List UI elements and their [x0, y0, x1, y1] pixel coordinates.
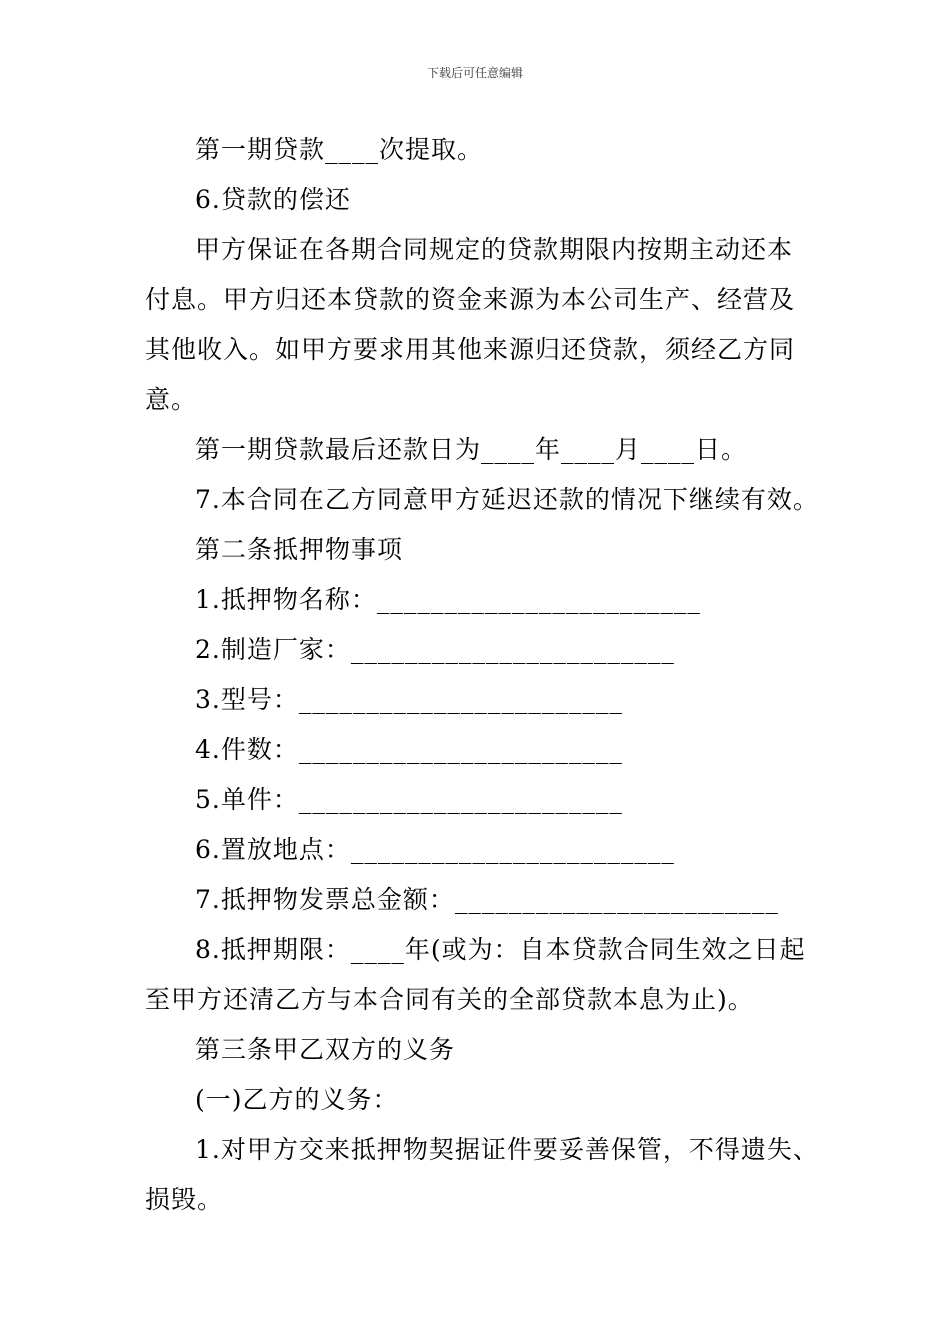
- text-line: 第一期贷款最后还款日为____年____月____日。: [195, 435, 748, 464]
- text-line: 甲方保证在各期合同规定的贷款期限内按期主动还本: [195, 235, 794, 264]
- section-heading: 第三条甲乙双方的义务: [195, 1035, 456, 1064]
- text-line: 7.抵押物发票总金额：________________________: [195, 885, 779, 914]
- text-line: 2.制造厂家：________________________: [195, 635, 675, 664]
- text-line: 8.抵押期限：____年(或为：自本贷款合同生效之日起: [195, 935, 806, 964]
- text-line: 至甲方还清乙方与本合同有关的全部贷款本息为止)。: [145, 985, 754, 1014]
- text-line: 4.件数：________________________: [195, 735, 623, 764]
- text-line: 意。: [145, 385, 198, 414]
- page-header: 下载后可任意编辑: [426, 66, 523, 80]
- text-line: 5.单件：________________________: [195, 785, 623, 814]
- text-line: 第一期贷款____次提取。: [195, 135, 484, 164]
- text-line: 付息。甲方归还本贷款的资金来源为本公司生产、经营及: [145, 285, 796, 314]
- text-line: 3.型号：________________________: [195, 685, 623, 714]
- text-line: 1.抵押物名称：________________________: [195, 585, 701, 614]
- text-line: 7.本合同在乙方同意甲方延迟还款的情况下继续有效。: [195, 485, 819, 514]
- text-line: 其他收入。如甲方要求用其他来源归还贷款，须经乙方同: [145, 335, 796, 364]
- text-line: 损毁。: [145, 1185, 224, 1214]
- text-line: (一)乙方的义务：: [195, 1085, 399, 1114]
- text-line: 6.贷款的偿还: [195, 185, 351, 214]
- section-heading: 第二条抵押物事项: [195, 535, 404, 564]
- text-line: 1.对甲方交来抵押物契据证件要妥善保管，不得遗失、: [195, 1135, 819, 1164]
- text-line: 6.置放地点：________________________: [195, 835, 675, 864]
